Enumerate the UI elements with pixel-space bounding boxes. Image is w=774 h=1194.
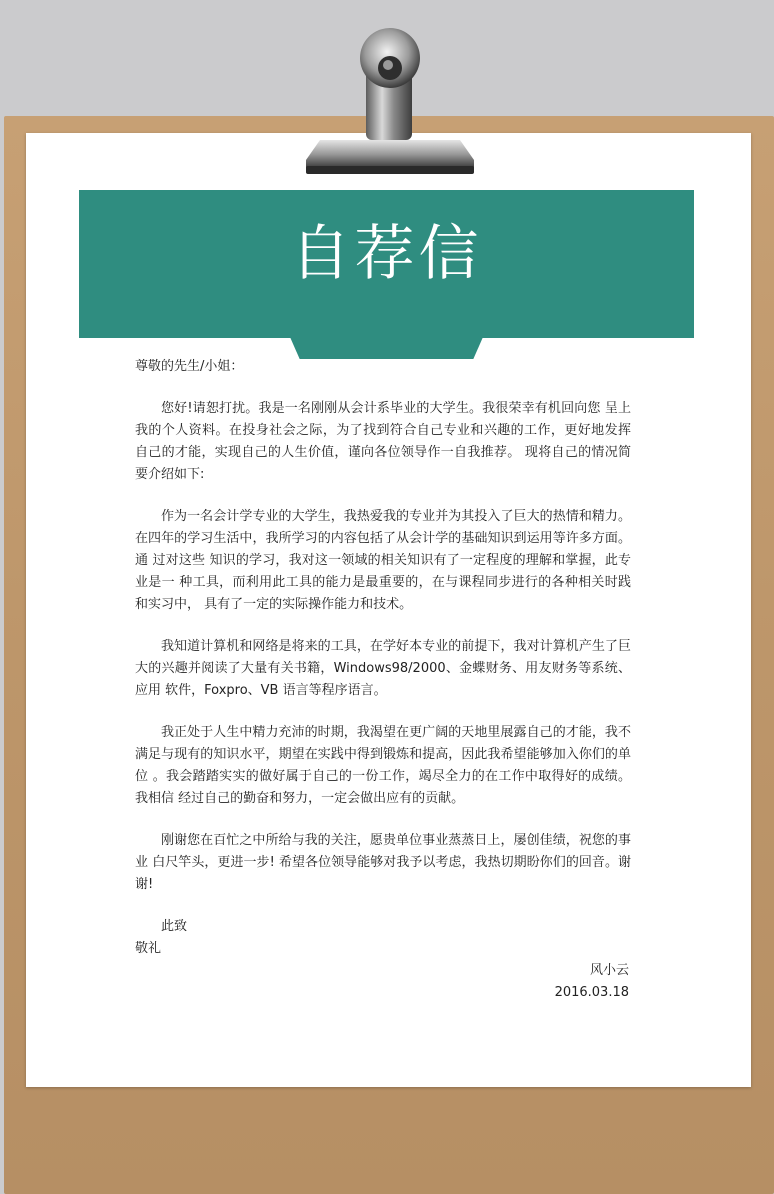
paragraph-5: 刚谢您在百忙之中所给与我的关注，愿贵单位事业蒸蒸日上，屡创佳绩，祝您的事业 白尺竿头，更进一步! 希望各位领导能够对我予以考虑，我热切期盼你们的回音。谢谢! xyxy=(135,833,631,892)
paragraph-3: 我知道计算机和网络是将来的工具，在学好本专业的前提下，我对计算机产生了巨 大的兴趣并阅读了大量有关书籍，Windows98/2000、金蝶财务、用友财务等系统、应用 软件，Foxpro、VB 语言等程序语言。 xyxy=(135,639,631,698)
signature-name: 风小云 xyxy=(589,963,629,978)
greeting: 尊敬的先生/小姐： xyxy=(135,359,244,374)
signature-date: 2016.03.18 xyxy=(554,985,629,1000)
paragraph-1: 您好!请恕打扰。我是一名刚刚从会计系毕业的大学生。我很荣幸有机回向您 呈上我的个人资料。在投身社会之际，为了找到符合自己专业和兴趣的工作，更好地发挥 自己的才能，实现自己的人生价值，谨向各位领导作一自我推荐。 现将自己的情况简要介绍如下: xyxy=(135,401,631,482)
paragraph-2: 作为一名会计学专业的大学生，我热爱我的专业并为其投入了巨大的热情和精力。 在四年的学习生活中，我所学习的内容包括了从会计学的基础知识到运用等许多方面。通 过对这些 知识的学习，我对这一领域的相关知识有了一定程度的理解和掌握，此专业是一 种工具，而利用此工具的能力是最重要的，在与课程同步进行的各种相关时践和实习中， 具有了一定的实际操作能力和技术。 xyxy=(135,509,631,612)
paragraph-4: 我正处于人生中精力充沛的时期，我渴望在更广阔的天地里展露自己的才能，我不 满足与现有的知识水平，期望在实践中得到锻炼和提高，因此我希望能够加入你们的单位 。我会踏踏实实的做好属于自己的一份工作，竭尽全力的在工作中取得好的成绩。我相信 经过自己的勤奋和努力，一定会做出应有的贡献。 xyxy=(135,725,631,806)
page-title: 自荐信 xyxy=(290,219,483,289)
closing-salutation: 此致 xyxy=(161,919,188,934)
closing-regards: 敬礼 xyxy=(135,941,162,956)
binder-clip-icon xyxy=(306,28,474,176)
letter-body xyxy=(135,356,631,1004)
signature-block xyxy=(135,960,631,1004)
